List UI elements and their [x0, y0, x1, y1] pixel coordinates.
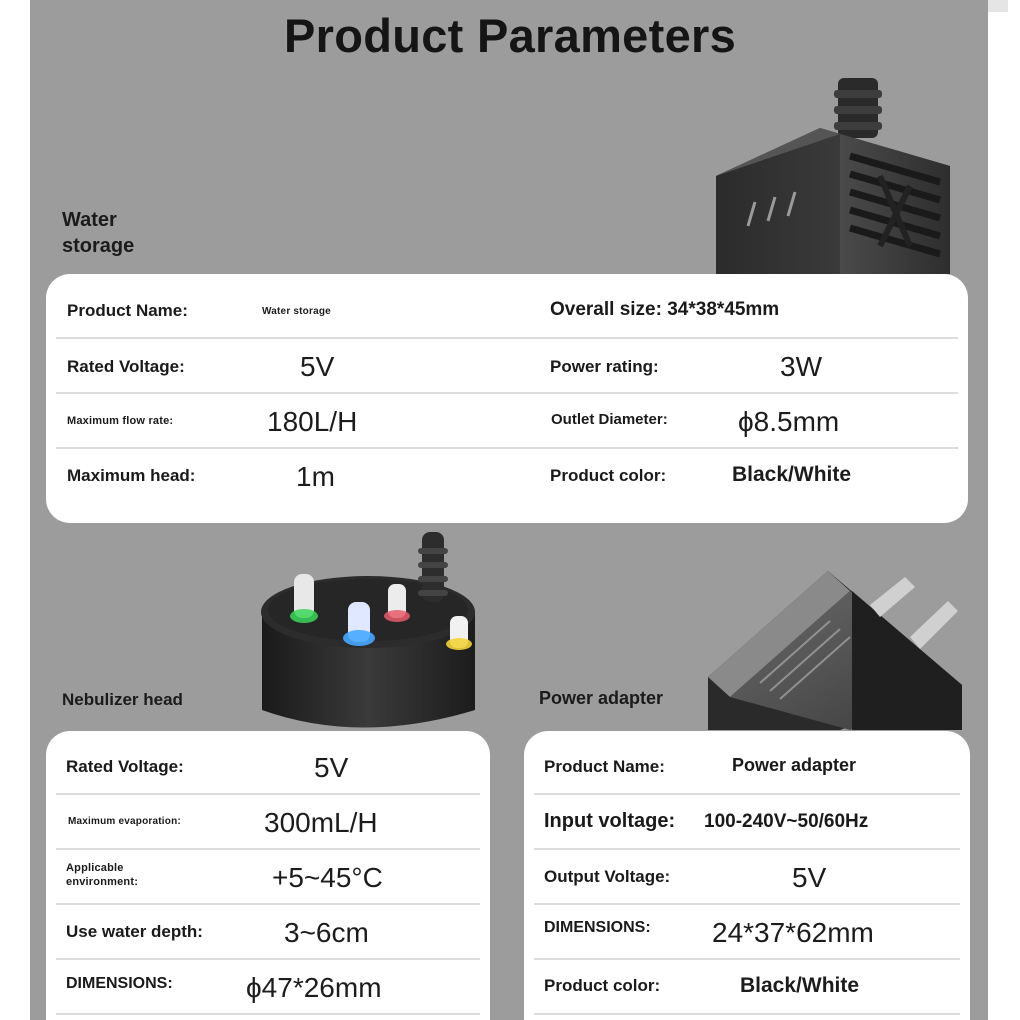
spec-value: 3W: [780, 351, 822, 382]
right-margin: [988, 0, 1020, 1020]
spec-row: [56, 449, 958, 504]
spec-label: Overall size: 34*38*45mm: [550, 299, 780, 320]
spec-value: 100-240V~50/60Hz: [704, 811, 869, 832]
spec-value: 24*37*62mm: [712, 917, 874, 948]
spec-row: [56, 851, 480, 905]
spec-row: [56, 284, 958, 339]
spec-label: Maximum evaporation:: [68, 816, 181, 827]
spec-value: ϕ8.5mm: [738, 406, 840, 437]
spec-value: 5V: [314, 752, 349, 783]
spec-row: [56, 741, 480, 795]
spec-label: Rated Voltage:: [66, 757, 184, 776]
spec-value: Black/White: [740, 974, 860, 997]
spec-label: Output Voltage:: [544, 867, 671, 886]
spec-value: 5V: [792, 862, 827, 893]
spec-value: +5~45°C: [272, 862, 383, 893]
spec-label: Applicable environment:: [66, 862, 139, 888]
spec-row: [534, 961, 960, 1015]
spec-value: 3~6cm: [284, 917, 369, 948]
spec-row: [56, 961, 480, 1015]
nebulizer-head-spec-card: [46, 731, 490, 1020]
spec-value: ϕ47*26mm: [246, 972, 382, 1003]
spec-label: Input voltage:: [544, 810, 676, 832]
spec-label: Product color:: [544, 976, 661, 995]
page-title: Product Parameters: [283, 9, 737, 62]
spec-label: DIMENSIONS:: [66, 975, 173, 992]
nebulizer-head-image: [250, 530, 490, 730]
spec-label: Power rating:: [550, 357, 659, 376]
spec-value: 180L/H: [267, 406, 358, 437]
spec-label: DIMENSIONS:: [544, 919, 651, 936]
spec-row: [534, 906, 960, 960]
power-adapter-image: [700, 565, 980, 730]
spec-row: [534, 741, 960, 795]
spec-label: Maximum flow rate:: [67, 415, 174, 427]
spec-label: Rated Voltage:: [67, 357, 185, 376]
spec-row: [534, 796, 960, 850]
spec-label: Product Name:: [67, 301, 188, 320]
spec-row: [56, 394, 958, 449]
spec-label: Product Name:: [544, 757, 665, 776]
spec-label: Product color:: [550, 466, 667, 485]
spec-row: [56, 339, 958, 394]
spec-value: Power adapter: [732, 755, 857, 775]
spec-label: Outlet Diameter:: [551, 411, 668, 428]
water-pump-image: [700, 76, 962, 276]
spec-label: Use water depth:: [66, 922, 203, 941]
section-label-power-adapter: Power adapter: [539, 688, 664, 708]
spec-value: 300mL/H: [264, 807, 378, 838]
section-label-nebulizer-head: Nebulizer head: [62, 690, 183, 709]
spec-value: 5V: [300, 351, 335, 382]
spec-value: Water storage: [262, 306, 331, 317]
section-label-text: Water storage: [62, 209, 135, 257]
spec-row: [56, 906, 480, 960]
section-label-water-storage: [62, 207, 134, 259]
spec-row: [534, 851, 960, 905]
power-adapter-spec-card: [524, 731, 970, 1020]
spec-value: 1m: [296, 461, 335, 492]
spec-row: [56, 796, 480, 850]
spec-value: Black/White: [732, 463, 852, 486]
water-storage-spec-card: [46, 274, 968, 523]
spec-label: Maximum head:: [67, 466, 196, 485]
